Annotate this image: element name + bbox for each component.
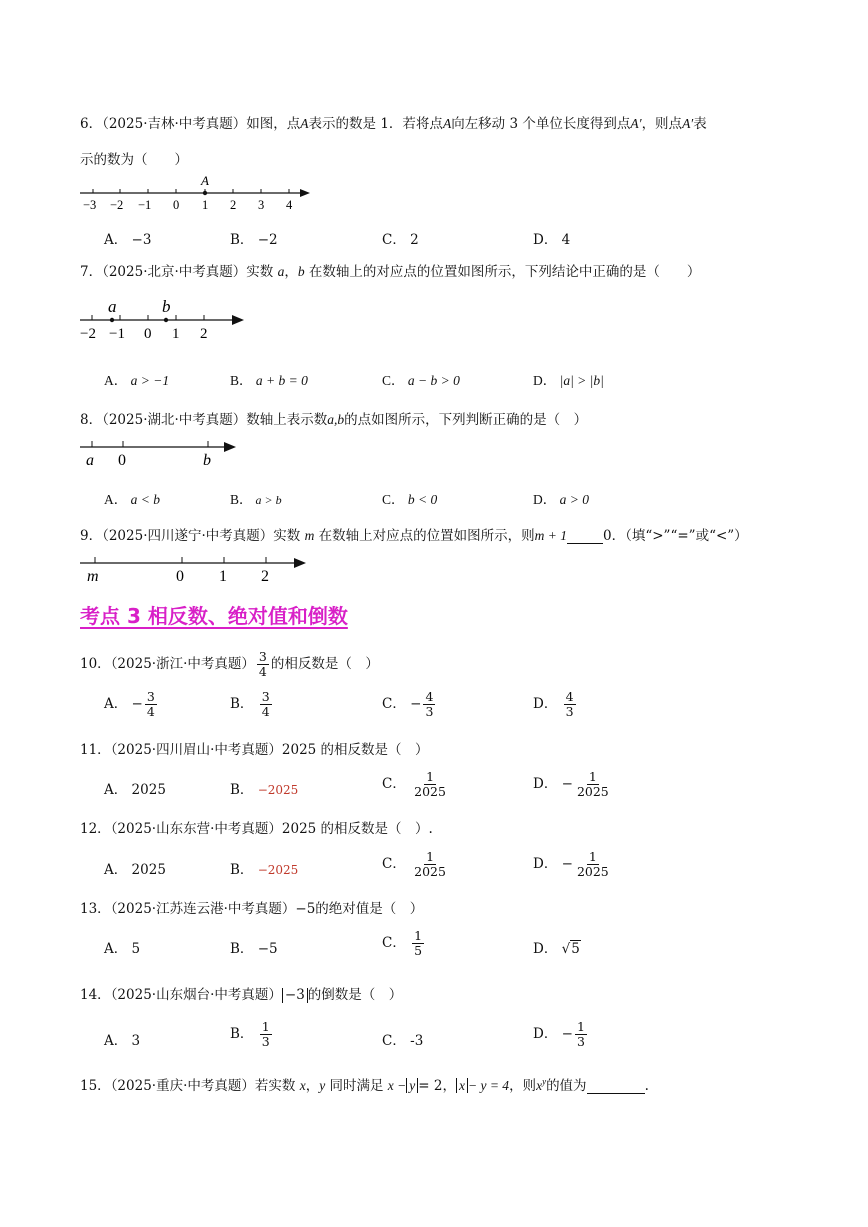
fraction	[575, 850, 611, 879]
point-b	[164, 318, 168, 322]
var-a: a	[277, 264, 285, 279]
option-value: a < b	[130, 492, 160, 507]
question-8	[80, 408, 587, 428]
number-line-q6	[78, 172, 318, 214]
axis-arrow	[232, 315, 244, 325]
question-number: 11．	[80, 742, 111, 758]
denominator: 4	[146, 704, 155, 719]
option-value: 2025	[131, 782, 166, 798]
option-letter: C．	[382, 1033, 406, 1049]
option-c[interactable]	[382, 929, 426, 958]
option-a[interactable]	[104, 1029, 140, 1049]
question-13	[80, 897, 423, 917]
axis-ticks	[93, 189, 289, 193]
power-exponent: y	[542, 1076, 547, 1087]
option-letter: A．	[104, 373, 128, 388]
denominator: 2025	[414, 784, 446, 799]
point-label-b: b	[203, 452, 211, 469]
question-text: ，则	[509, 1078, 537, 1094]
var-y: y	[319, 1078, 326, 1093]
point-label-b: b	[162, 297, 171, 316]
option-value: −2025	[257, 863, 299, 877]
var-m: m	[304, 528, 315, 543]
var-ab: a,b	[327, 412, 345, 427]
question-source: （2025·四川眉山·中考真题）	[110, 742, 282, 758]
option-letter: B．	[230, 696, 254, 712]
question-source: （2025·北京·中考真题）	[102, 264, 247, 280]
section-heading: 考点 3 相反数、绝对值和倒数	[80, 604, 348, 628]
question-14	[80, 983, 402, 1003]
denominator: 3	[261, 1034, 270, 1049]
question-number: 8．	[80, 412, 103, 428]
fraction	[412, 850, 448, 879]
point-A	[203, 191, 207, 195]
question-6-line2: 示的数为（ ）	[80, 152, 188, 168]
option-letter: C．	[382, 373, 405, 388]
option-a[interactable]	[104, 778, 166, 798]
numerator: 1	[426, 849, 435, 864]
question-number: 15．	[80, 1078, 111, 1094]
numerator: 3	[146, 689, 155, 704]
option-d[interactable]	[533, 690, 578, 719]
equation-2: − y = 4	[467, 1078, 510, 1093]
question-6	[80, 112, 707, 132]
question-source: （2025·山东东营·中考真题）	[110, 821, 282, 837]
fraction	[423, 690, 435, 719]
option-letter: B．	[230, 492, 253, 507]
denominator: 4	[261, 704, 270, 719]
option-b[interactable]	[230, 1020, 274, 1049]
question-text: 若实数	[254, 1078, 296, 1094]
question-source: （2025·山东烟台·中考真题）	[110, 987, 282, 1003]
question-source: （2025·浙江·中考真题）	[110, 656, 255, 672]
option-letter: C．	[382, 696, 406, 712]
question-9	[80, 524, 748, 544]
option-letter: B．	[230, 782, 254, 798]
point-label: A	[201, 173, 209, 188]
option-letter: C．	[382, 776, 406, 792]
numerator: 1	[576, 1019, 585, 1034]
fraction	[412, 770, 448, 799]
question-text: 实数	[273, 528, 301, 544]
denominator: 2025	[576, 864, 609, 879]
denominator: 5	[414, 943, 423, 958]
option-letter: B．	[230, 862, 254, 878]
question-number: 14．	[80, 987, 111, 1003]
option-letter: A．	[104, 1033, 128, 1049]
option-value: 2025	[131, 862, 166, 878]
option-b[interactable]	[230, 858, 298, 878]
question-11	[80, 738, 429, 758]
tick-label: 0	[118, 452, 126, 469]
denominator: 2025	[576, 784, 609, 799]
option-value: 3	[131, 1033, 141, 1049]
numerator: 4	[565, 689, 574, 704]
question-source: （2025·湖北·中考真题）	[102, 412, 247, 428]
tick-label: 2	[230, 198, 237, 212]
option-letter: D．	[533, 373, 557, 388]
var-A-prime: A′	[630, 116, 642, 131]
option-value: |a| > |b|	[559, 373, 604, 388]
question-text: .	[644, 1078, 649, 1094]
option-value: 4	[561, 232, 571, 248]
question-text: 的倒数是（ ）	[307, 987, 403, 1003]
radicand: 5	[571, 941, 580, 957]
tick-label: −1	[138, 198, 152, 212]
denominator: 4	[258, 664, 267, 679]
option-b[interactable]	[230, 778, 298, 798]
question-text: 的值为	[546, 1078, 587, 1094]
option-d[interactable]	[533, 228, 570, 248]
expression: m + 1	[534, 528, 567, 543]
tick-label: 1	[172, 326, 180, 342]
absolute-value: −3	[282, 988, 308, 1003]
question-number: 12．	[80, 821, 111, 837]
answer-blank[interactable]	[567, 531, 603, 544]
option-letter: A．	[104, 782, 128, 798]
question-text: 数轴上表示数	[246, 412, 328, 428]
option-b[interactable]	[230, 488, 282, 508]
option-d[interactable]	[533, 488, 589, 508]
option-letter: D．	[533, 232, 558, 248]
tick-label: 1	[202, 198, 209, 212]
fraction	[260, 690, 272, 719]
question-text: 0．（填“>”“=”或“<”）	[603, 528, 748, 544]
fraction	[260, 1020, 272, 1049]
numerator: 1	[426, 769, 435, 784]
option-letter: B．	[230, 941, 254, 957]
option-d[interactable]	[533, 770, 613, 799]
sign: −	[561, 856, 573, 872]
question-number: 13．	[80, 901, 111, 917]
question-text: ，则点	[641, 116, 683, 132]
option-letter: B．	[230, 1026, 254, 1042]
option-letter: B．	[230, 373, 253, 388]
question-number: 7．	[80, 264, 103, 280]
tick-label: 4	[286, 198, 293, 212]
question-10	[80, 650, 379, 679]
option-value: −5	[257, 941, 278, 957]
option-a[interactable]	[104, 228, 151, 248]
number-line-q8	[78, 436, 240, 470]
tick-label: −1	[109, 326, 125, 342]
fraction	[257, 650, 269, 679]
option-value: a > −1	[130, 373, 170, 388]
option-letter: D．	[533, 696, 558, 712]
tick-label: 3	[258, 198, 265, 212]
option-value: a − b > 0	[407, 373, 460, 388]
numerator: 1	[588, 849, 597, 864]
option-value: 2	[410, 232, 419, 248]
question-text: 向左移动 3 个单位长度得到点	[451, 116, 631, 132]
number-line-q7	[78, 296, 250, 342]
value: −5	[295, 901, 316, 917]
axis-ticks	[95, 557, 266, 563]
question-text: 2025 的相反数是（ ）.	[281, 821, 433, 837]
option-letter: D．	[533, 776, 558, 792]
option-b[interactable]	[230, 937, 278, 957]
option-a[interactable]	[104, 369, 169, 389]
absolute-value: x	[456, 1078, 468, 1093]
question-number: 9．	[80, 528, 103, 544]
question-text: ，	[442, 1078, 456, 1094]
option-letter: C．	[382, 492, 405, 507]
numerator: 1	[588, 769, 597, 784]
sign: −	[561, 1026, 573, 1042]
axis-arrow	[294, 558, 306, 568]
option-a[interactable]	[104, 937, 140, 957]
option-c[interactable]	[382, 770, 450, 799]
option-d[interactable]	[533, 937, 581, 957]
option-c[interactable]	[382, 850, 450, 879]
number-line-q9	[78, 552, 310, 586]
question-text: 在数轴上对应点的位置如图所示，则	[318, 528, 535, 544]
option-a[interactable]	[104, 858, 166, 878]
option-value: -3	[410, 1033, 424, 1049]
option-letter: A．	[104, 492, 128, 507]
tick-label: 0	[173, 198, 180, 212]
question-text: ，	[305, 1078, 320, 1094]
question-text: ，	[284, 264, 298, 280]
question-source: （2025·重庆·中考真题）	[110, 1078, 255, 1094]
question-text: 2025 的相反数是（ ）	[281, 742, 429, 758]
sqrt-icon: √5	[561, 941, 580, 957]
option-c[interactable]	[382, 488, 437, 508]
option-letter: B．	[230, 232, 254, 248]
tick-label: 2	[261, 568, 269, 585]
option-c[interactable]	[382, 1029, 423, 1049]
answer-blank[interactable]	[587, 1081, 645, 1094]
option-letter: A．	[104, 696, 128, 712]
question-source: （2025·四川遂宁·中考真题）	[102, 528, 274, 544]
var-A: A	[300, 116, 309, 131]
option-a[interactable]	[104, 690, 159, 719]
question-text: 表示的数是 1．若将点	[308, 116, 443, 132]
point-a	[110, 318, 114, 322]
tick-label: 0	[144, 326, 152, 342]
tick-label: 1	[219, 568, 227, 585]
question-text: 如图，点	[246, 116, 301, 132]
tick-label: −2	[80, 326, 96, 342]
option-letter: A．	[104, 941, 128, 957]
option-letter: D．	[533, 492, 557, 507]
numerator: 3	[258, 649, 267, 664]
fraction	[145, 690, 157, 719]
option-letter: D．	[533, 856, 558, 872]
tick-label: −3	[83, 198, 97, 212]
option-letter: D．	[533, 1026, 558, 1042]
var-b: b	[297, 264, 305, 279]
option-letter: C．	[382, 856, 406, 872]
option-value: a > b	[255, 493, 282, 507]
power-base: x	[536, 1078, 543, 1093]
question-7	[80, 260, 700, 280]
option-value: −2025	[257, 783, 299, 797]
fraction	[412, 929, 424, 958]
question-number: 10．	[80, 656, 111, 672]
tick-label: 0	[176, 568, 184, 585]
question-text: 的绝对值是（ ）	[315, 901, 424, 917]
tick-label: 2	[200, 326, 208, 342]
absolute-value: y	[406, 1078, 418, 1093]
question-source: （2025·江苏连云港·中考真题）	[110, 901, 296, 917]
question-12	[80, 817, 433, 837]
denominator: 2025	[414, 864, 446, 879]
axis-ticks	[92, 441, 208, 447]
option-value: a > 0	[559, 492, 589, 507]
denominator: 3	[576, 1034, 585, 1049]
option-b[interactable]	[230, 369, 308, 389]
question-text: 的点如图所示，下列判断正确的是（ ）	[344, 412, 588, 428]
option-c[interactable]	[382, 690, 437, 719]
fraction	[564, 690, 576, 719]
numerator: 1	[414, 928, 423, 943]
option-c[interactable]	[382, 228, 419, 248]
option-value: −3	[131, 232, 152, 248]
option-letter: C．	[382, 232, 406, 248]
numerator: 1	[261, 1019, 270, 1034]
option-value: b < 0	[407, 492, 438, 507]
option-value: 5	[131, 941, 141, 957]
equation-1: x −	[387, 1078, 407, 1093]
question-text: 实数	[246, 264, 274, 280]
sign: −	[131, 696, 143, 712]
option-value: −2	[257, 232, 278, 248]
fraction	[575, 770, 611, 799]
numerator: 3	[261, 689, 270, 704]
sign: −	[561, 776, 573, 792]
question-number: 6．	[80, 116, 103, 132]
option-letter: D．	[533, 941, 558, 957]
option-c[interactable]	[382, 369, 460, 389]
option-letter: A．	[104, 862, 128, 878]
question-15	[80, 1074, 649, 1094]
option-d[interactable]	[533, 369, 604, 389]
option-b[interactable]	[230, 690, 274, 719]
denominator: 3	[425, 704, 434, 719]
var-A: A	[442, 116, 452, 131]
axis-arrow	[300, 189, 310, 197]
option-b[interactable]	[230, 228, 278, 248]
option-letter: A．	[104, 232, 128, 248]
question-text: 的相反数是（ ）	[270, 656, 379, 672]
option-letter: C．	[382, 935, 406, 951]
question-source: （2025·吉林·中考真题）	[102, 116, 247, 132]
option-d[interactable]	[533, 850, 613, 879]
tick-label: −2	[110, 198, 124, 212]
question-text: 同时满足	[329, 1078, 384, 1094]
point-label-a: a	[108, 297, 117, 316]
point-label-m: m	[87, 568, 99, 585]
option-value: a + b = 0	[255, 373, 308, 388]
numerator: 4	[425, 689, 434, 704]
question-text: 在数轴上的对应点的位置如图所示，下列结论中正确的是（ ）	[308, 264, 701, 280]
var-x: x	[299, 1078, 306, 1093]
denominator: 3	[565, 704, 574, 719]
sign: −	[410, 696, 422, 712]
var-A-prime: A′	[682, 116, 694, 131]
question-text: 表	[693, 116, 707, 132]
axis-arrow	[224, 442, 236, 452]
option-a[interactable]	[104, 488, 160, 508]
point-label-a: a	[86, 452, 94, 469]
option-d[interactable]	[533, 1020, 589, 1049]
equation-1: = 2	[418, 1078, 443, 1094]
fraction	[575, 1020, 587, 1049]
